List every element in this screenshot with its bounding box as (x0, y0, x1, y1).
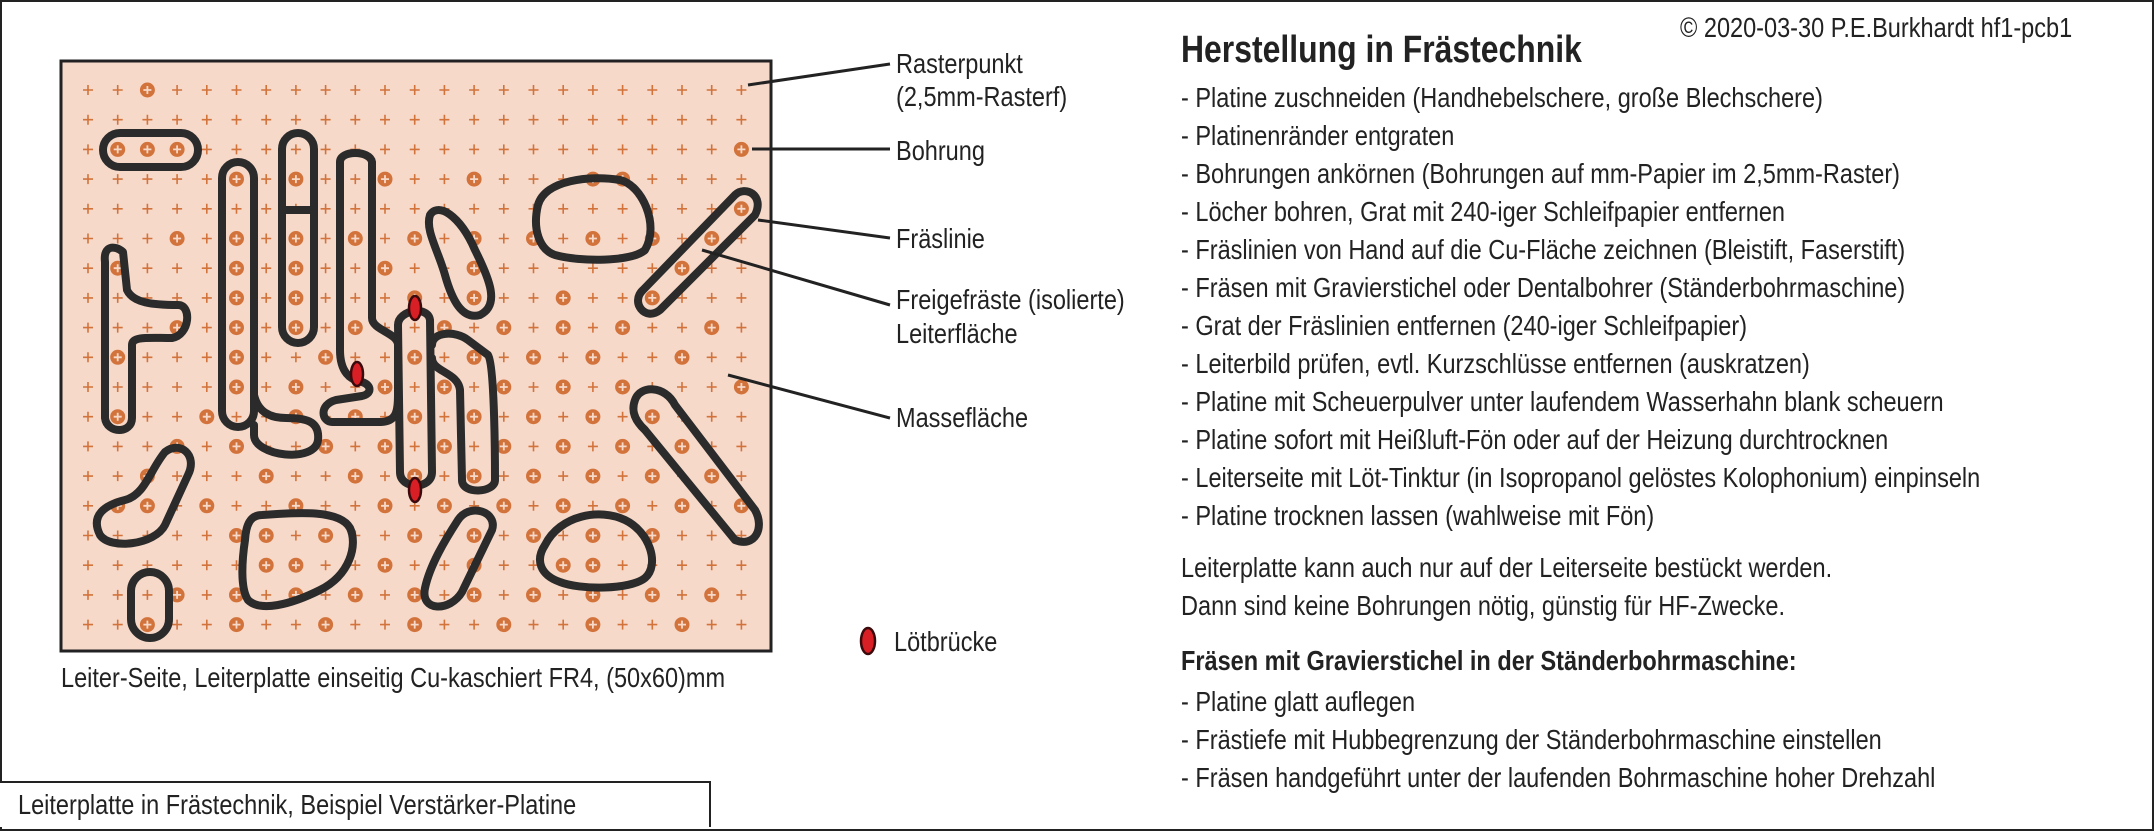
drill-hole-pad (675, 350, 689, 364)
drill-hole-pad (645, 291, 659, 305)
drill-hole-pad (230, 439, 244, 453)
drill-hole-pad (705, 469, 719, 483)
solder-bridge-marker (409, 478, 421, 502)
drill-hole-pad (230, 380, 244, 394)
drill-hole-pad (408, 618, 422, 632)
drill-hole-pad (527, 469, 541, 483)
drill-hole-pad (556, 558, 570, 572)
drill-hole-pad (378, 439, 392, 453)
drill-hole-pad (408, 588, 422, 602)
drill-hole-pad (675, 261, 689, 275)
step-item: - Leiterseite mit Löt-Tinktur (in Isopropanol gelöstes Kolophonium) einpinseln (1181, 462, 1981, 493)
drill-hole-pad (140, 499, 154, 513)
callout-rasterpunkt-line1: Rasterpunkt (896, 48, 1023, 79)
drill-hole-pad (140, 142, 154, 156)
drill-hole-pad (437, 499, 451, 513)
drill-hole-pad (497, 499, 511, 513)
drill-hole-pad (348, 321, 362, 335)
callout-fraeslinie: Fräslinie (896, 223, 985, 254)
drill-hole-pad (586, 350, 600, 364)
callout-freigefraeste-line2: Leiterfläche (896, 318, 1018, 349)
drill-hole-pad (289, 172, 303, 186)
legend-solder-bridge-icon (861, 628, 875, 654)
drill-hole-pad (705, 232, 719, 246)
drill-hole-pad (556, 291, 570, 305)
drill-hole-pad (230, 350, 244, 364)
drill-hole-pad (289, 321, 303, 335)
drill-hole-pad (467, 172, 481, 186)
legend-loetbruecke-label: Lötbrücke (894, 626, 998, 657)
drill-hole-pad (408, 529, 422, 543)
drill-hole-pad (467, 410, 481, 424)
drill-hole-pad (230, 261, 244, 275)
drill-hole-pad (408, 350, 422, 364)
drill-hole-pad (378, 499, 392, 513)
drill-hole-pad (111, 410, 125, 424)
drill-hole-pad (616, 321, 630, 335)
drill-hole-pad (586, 469, 600, 483)
drill-hole-pad (289, 291, 303, 305)
drill-hole-pad (437, 380, 451, 394)
drill-hole-pad (705, 321, 719, 335)
drill-hole-pad (230, 618, 244, 632)
drill-hole-pad (378, 261, 392, 275)
drill-hole-pad (378, 380, 392, 394)
solder-bridge-marker (351, 362, 363, 386)
milling-heading: Fräsen mit Gravierstichel in der Ständerbohrmaschine: (1181, 645, 1797, 676)
milling-step: - Platine glatt auflegen (1181, 686, 1416, 717)
drill-hole-pad (616, 439, 630, 453)
step-item: - Platinenränder entgraten (1181, 120, 1455, 151)
drill-hole-pad (200, 410, 214, 424)
drill-hole-pad (111, 350, 125, 364)
callout-freigefraeste-line1: Freigefräste (isolierte) (896, 284, 1125, 315)
step-item: - Fräslinien von Hand auf die Cu-Fläche zeichnen (Bleistift, Faserstift) (1181, 234, 1906, 265)
drill-hole-pad (170, 232, 184, 246)
footer-caption-box (0, 781, 711, 827)
drill-hole-pad (586, 618, 600, 632)
drill-hole-pad (497, 618, 511, 632)
page-title: Herstellung in Frästechnik (1181, 29, 1582, 71)
drill-hole-pad (319, 618, 333, 632)
drill-hole-pad (230, 321, 244, 335)
drill-hole-pad (675, 499, 689, 513)
drill-hole-pad (734, 142, 748, 156)
drill-hole-pad (467, 588, 481, 602)
drill-hole-pad (408, 232, 422, 246)
drill-hole-pad (556, 499, 570, 513)
drill-hole-pad (556, 321, 570, 335)
drill-hole-pad (140, 83, 154, 97)
drill-hole-pad (556, 380, 570, 394)
milling-step: - Frästiefe mit Hubbegrenzung der Ständerbohrmaschine einstellen (1181, 724, 1882, 755)
drill-hole-pad (527, 410, 541, 424)
drill-hole-pad (378, 558, 392, 572)
drill-hole-pad (230, 291, 244, 305)
drill-hole-pad (527, 350, 541, 364)
drill-hole-pad (734, 202, 748, 216)
note-line: Leiterplatte kann auch nur auf der Leiterseite bestückt werden. (1181, 552, 1833, 583)
drill-hole-pad (259, 558, 273, 572)
drill-hole-pad (348, 588, 362, 602)
step-item: - Fräsen mit Gravierstichel oder Dentalbohrer (Ständerbohrmaschine) (1181, 272, 1906, 303)
drill-hole-pad (616, 499, 630, 513)
note-line: Dann sind keine Bohrungen nötig, günstig für HF-Zwecke. (1181, 590, 1786, 621)
drill-hole-pad (467, 529, 481, 543)
drill-hole-pad (348, 469, 362, 483)
drill-hole-pad (140, 618, 154, 632)
drill-hole-pad (111, 142, 125, 156)
step-item: - Platine trocknen lassen (wahlweise mit Fön) (1181, 500, 1655, 531)
drill-hole-pad (734, 380, 748, 394)
drill-hole-pad (319, 350, 333, 364)
drill-hole-pad (586, 232, 600, 246)
drill-hole-pad (230, 172, 244, 186)
milling-step: - Fräsen handgeführt unter der laufenden Bohrmaschine hoher Drehzahl (1181, 762, 1936, 793)
drill-hole-pad (230, 232, 244, 246)
drill-hole-pad (527, 588, 541, 602)
footer-caption: Leiterplatte in Frästechnik, Beispiel Verstärker-Platine (18, 789, 577, 820)
drill-hole-pad (586, 558, 600, 572)
drill-hole-pad (586, 529, 600, 543)
drill-hole-pad (675, 618, 689, 632)
callout-rasterpunkt-line2: (2,5mm-Rasterf) (896, 81, 1068, 112)
drill-hole-pad (259, 529, 273, 543)
drill-hole-pad (586, 410, 600, 424)
drill-hole-pad (675, 439, 689, 453)
drill-hole-pad (645, 410, 659, 424)
step-item: - Platine zuschneiden (Handhebelschere, große Blechschere) (1181, 82, 1823, 113)
drill-hole-pad (437, 439, 451, 453)
drill-hole-pad (556, 439, 570, 453)
drill-hole-pad (497, 380, 511, 394)
drill-hole-pad (289, 558, 303, 572)
drill-hole-pad (467, 291, 481, 305)
drill-hole-pad (289, 232, 303, 246)
step-item: - Grat der Fräslinien entfernen (240-iger Schleifpapier) (1181, 310, 1748, 341)
drill-hole-pad (289, 380, 303, 394)
board-caption: Leiter-Seite, Leiterplatte einseitig Cu-kaschiert FR4, (50x60)mm (61, 662, 726, 693)
drill-hole-pad (527, 529, 541, 543)
drill-hole-pad (348, 232, 362, 246)
solder-bridge-marker (409, 296, 421, 320)
step-item: - Leiterbild prüfen, evtl. Kurzschlüsse entfernen (auskratzen) (1181, 348, 1810, 379)
drill-hole-pad (259, 469, 273, 483)
drill-hole-pad (497, 321, 511, 335)
callout-bohrung: Bohrung (896, 135, 985, 166)
copyright-note: © 2020-03-30 P.E.Burkhardt hf1-pcb1 (1680, 12, 2073, 43)
drill-hole-pad (319, 529, 333, 543)
step-item: - Bohrungen ankörnen (Bohrungen auf mm-Papier im 2,5mm-Raster) (1181, 158, 1901, 189)
callout-masseflaeche: Massefläche (896, 402, 1029, 433)
drill-hole-pad (200, 499, 214, 513)
drill-hole-pad (467, 469, 481, 483)
drill-hole-pad (645, 588, 659, 602)
leader-fraeslinie (758, 220, 890, 238)
drill-hole-pad (289, 261, 303, 275)
drill-hole-pad (408, 410, 422, 424)
drill-hole-pad (705, 588, 719, 602)
step-item: - Löcher bohren, Grat mit 240-iger Schleifpapier entfernen (1181, 196, 1786, 227)
drill-hole-pad (645, 469, 659, 483)
drill-hole-pad (497, 439, 511, 453)
step-item: - Platine sofort mit Heißluft-Fön oder auf der Heizung durchtrocknen (1181, 424, 1889, 455)
drill-hole-pad (170, 142, 184, 156)
drill-hole-pad (378, 172, 392, 186)
step-item: - Platine mit Scheuerpulver unter laufendem Wasserhahn blank scheuern (1181, 386, 1944, 417)
drill-hole-pad (616, 380, 630, 394)
